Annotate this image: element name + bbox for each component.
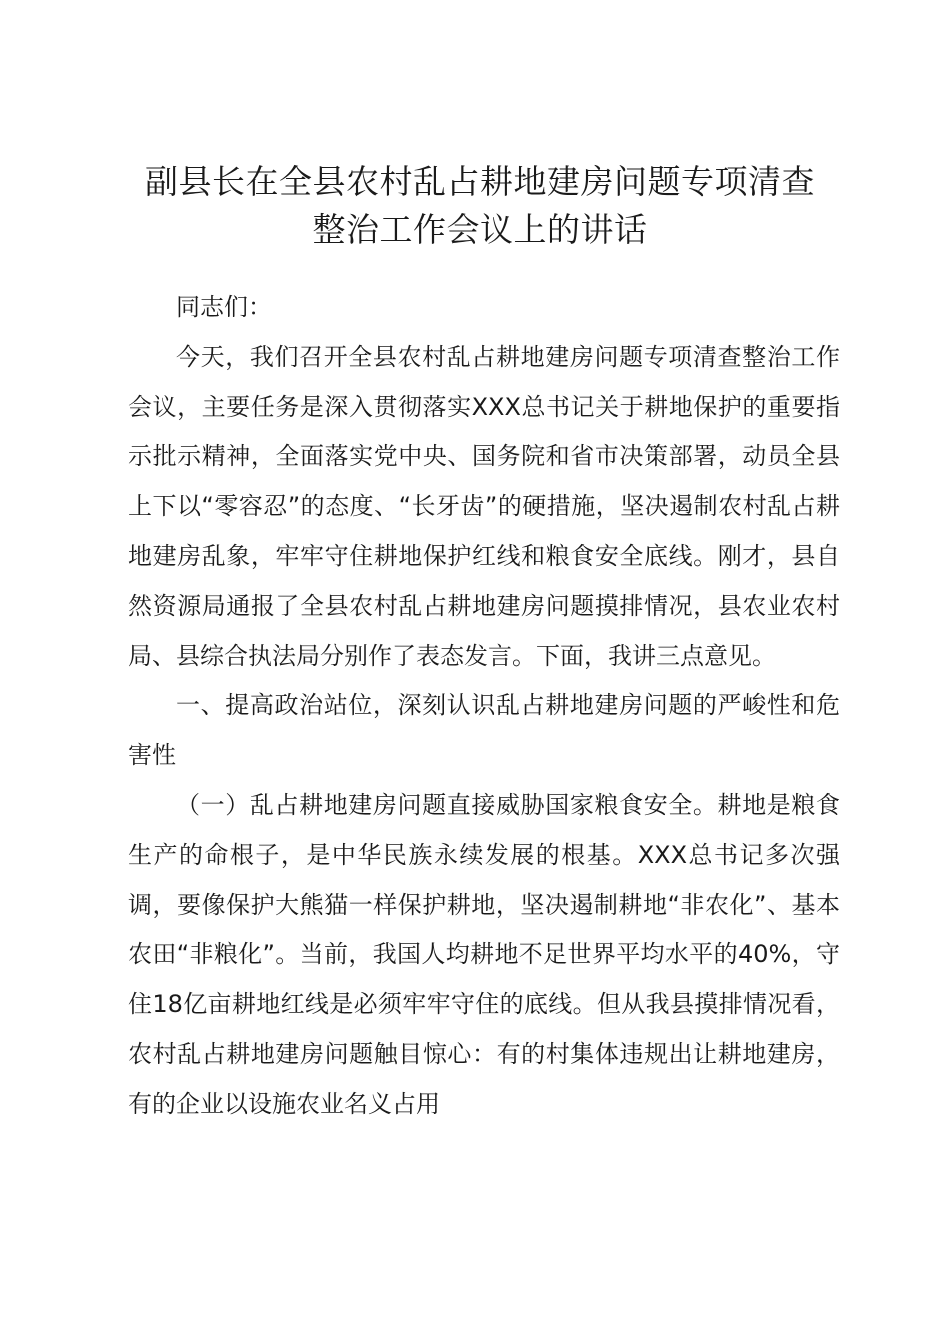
document-title (100, 158, 860, 254)
document-body (128, 283, 840, 1130)
paragraph-intro: 今天，我们召开全县农村乱占耕地建房问题专项清查整治工作会议，主要任务是深入贯彻落实XXX总书记关于耕地保护的重要指示批示精神，全面落实党中央、国务院和省市决策部署，动员全县上下以“零容忍”的态度、“长牙齿”的硬措施，坚决遏制农村乱占耕地建房乱象，牢牢守住耕地保护红线和粮食安全底线。刚才，县自然资源局通报了全县农村乱占耕地建房问题摸排情况，县农业农村局、县综合执法局分别作了表态发言。下面，我讲三点意见。 (128, 342, 840, 670)
salutation: 同志们： (176, 293, 272, 321)
section-heading-1: 一、提高政治站位，深刻认识乱占耕地建房问题的严峻性和危害性 (128, 691, 840, 770)
title-line-1: 副县长在全县农村乱占耕地建房问题专项清查 (145, 162, 815, 201)
title-line-2: 整治工作会议上的讲话 (312, 210, 648, 249)
paragraph-1-1: （一）乱占耕地建房问题直接威胁国家粮食安全。耕地是粮食生产的命根子，是中华民族永续发展的根基。XXX总书记多次强调，要像保护大熊猫一样保护耕地，坚决遏制耕地“非农化”、基本农田“非粮化”。当前，我国人均耕地不足世界平均水平的40%，守住18亿亩耕地红线是必须牢牢守住的底线。但从我县摸排情况看，农村乱占耕地建房问题触目惊心：有的村集体违规出让耕地建房，有的企业以设施农业名义占用 (128, 790, 840, 1118)
